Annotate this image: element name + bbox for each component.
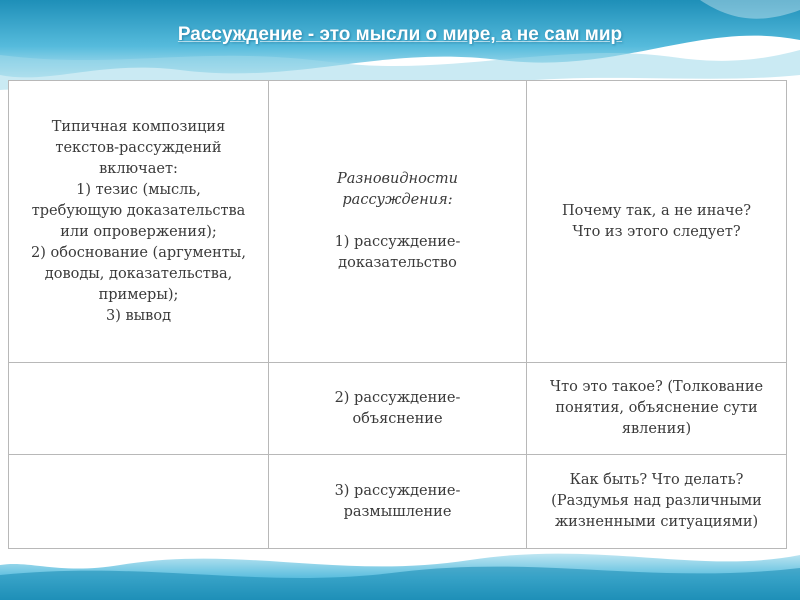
empty-cell — [9, 363, 269, 455]
types-heading: рассуждения: — [342, 192, 453, 208]
question-line: Что из этого следует? — [572, 223, 741, 240]
composition-cell — [9, 81, 269, 363]
composition-line: 2) обоснование (аргументы, — [31, 244, 246, 261]
empty-cell — [9, 455, 269, 549]
type-explanation-cell — [269, 363, 527, 455]
question-line: (Раздумья над различными — [551, 493, 762, 509]
question-line: жизненными ситуациями) — [554, 514, 759, 530]
question-line: явления) — [621, 421, 692, 437]
composition-line: 3) вывод — [105, 307, 172, 324]
composition-line: доводы, доказательства, — [44, 265, 233, 282]
type-reflection-cell — [269, 455, 527, 549]
composition-line: 1) тезис (мысль, — [76, 181, 201, 198]
composition-line: примеры); — [98, 286, 179, 303]
types-heading: Разновидности — [336, 171, 459, 187]
table-row — [9, 81, 787, 363]
question-line: Как быть? Что делать? — [569, 472, 744, 488]
type-explanation: 2) рассуждение- — [334, 389, 461, 406]
question-line: Почему так, а не иначе? — [562, 202, 751, 219]
question-cell — [527, 81, 787, 363]
composition-line: текстов-рассуждений — [55, 139, 222, 156]
composition-line: включает: — [99, 160, 178, 177]
slide-title: Рассуждение - это мысли о мире, а не сам мир — [177, 24, 623, 45]
type-explanation: объяснение — [352, 410, 443, 427]
composition-line: требующую доказательства — [31, 202, 246, 219]
composition-line: Типичная композиция — [51, 118, 226, 135]
table-row — [9, 363, 787, 455]
composition-line: или опровержения); — [60, 223, 217, 240]
question-cell — [527, 455, 787, 549]
type-reflection: размышление — [343, 503, 452, 520]
types-cell — [269, 81, 527, 363]
question-line: Что это такое? (Толкование — [549, 379, 764, 395]
reasoning-table — [8, 80, 787, 549]
type-proof: доказательство — [338, 255, 457, 271]
table-row — [9, 455, 787, 549]
question-line: понятия, объяснение сути — [555, 400, 758, 416]
type-reflection: 3) рассуждение- — [334, 482, 461, 499]
question-cell — [527, 363, 787, 455]
type-proof: 1) рассуждение- — [334, 234, 461, 250]
